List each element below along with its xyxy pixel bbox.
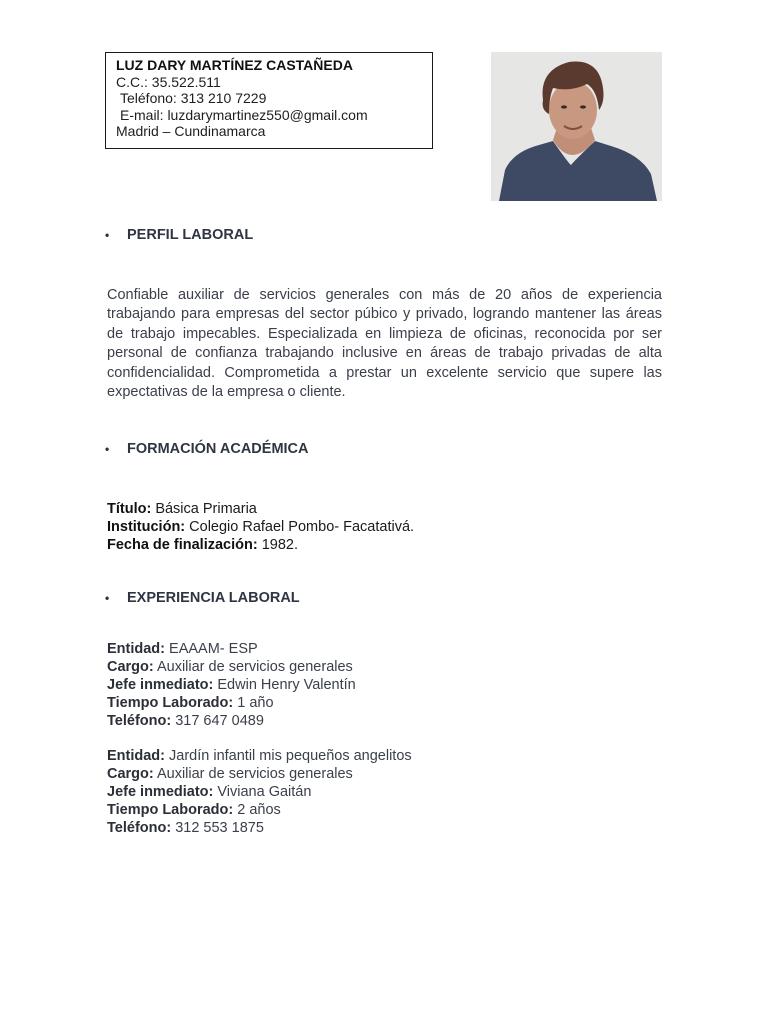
field-titulo: Título: Básica Primaria [107, 501, 257, 517]
job-field: Tiempo Laborado: 1 año [107, 695, 274, 711]
portrait-photo [491, 52, 662, 201]
job-field: Entidad: Jardín infantil mis pequeños angelitos [107, 748, 412, 764]
full-name: LUZ DARY MARTÍNEZ CASTAÑEDA [116, 57, 353, 73]
section-heading-perfil [105, 227, 253, 243]
formacion-fields [107, 500, 414, 554]
section-heading-formacion [105, 441, 309, 457]
job-entry-1 [107, 640, 356, 730]
job-field: Entidad: EAAAM- ESP [107, 641, 258, 657]
portrait-icon [491, 52, 662, 201]
formacion-heading-text: FORMACIÓN ACADÉMICA [127, 441, 309, 457]
email-address: E-mail: luzdarymartinez550@gmail.com [120, 106, 368, 123]
perfil-paragraph: Confiable auxiliar de servicios generales con más de 20 años de experiencia trabajando para empresas del sector púbico y privado, logrando mantener las áreas de trabajo impecables. Especializada en limpieza de oficinas, reconocida por ser personal de confianza trabajando inclusive en áreas de trabajo privadas de alta confidencialidad. Comprometida a prestar un excelente servicio que supere las expectativas de la empresa o cliente. [107, 287, 662, 401]
bullet-icon: • [105, 591, 110, 605]
id-number: C.C.: 35.522.511 [116, 73, 221, 90]
perfil-heading-text: PERFIL LABORAL [127, 227, 254, 243]
field-institucion: Institución: Colegio Rafael Pombo- Facatativá. [107, 519, 415, 535]
bullet-icon: • [105, 228, 110, 242]
contact-box [105, 52, 433, 149]
job-field: Teléfono: 317 647 0489 [107, 713, 264, 729]
job-field: Jefe inmediato: Edwin Henry Valentín [107, 677, 356, 693]
job-field: Cargo: Auxiliar de servicios generales [107, 766, 353, 782]
job-field: Teléfono: 312 553 1875 [107, 820, 264, 836]
phone-number: Teléfono: 313 210 7229 [120, 90, 267, 106]
job-field: Jefe inmediato: Viviana Gaitán [107, 784, 312, 800]
job-entry-2 [107, 747, 412, 837]
section-heading-experiencia [105, 590, 300, 606]
location: Madrid – Cundinamarca [116, 123, 266, 139]
job-field: Tiempo Laborado: 2 años [107, 802, 281, 818]
field-fecha: Fecha de finalización: 1982. [107, 537, 298, 553]
experiencia-heading-text: EXPERIENCIA LABORAL [127, 590, 300, 606]
bullet-icon: • [105, 442, 110, 456]
job-field: Cargo: Auxiliar de servicios generales [107, 659, 353, 675]
